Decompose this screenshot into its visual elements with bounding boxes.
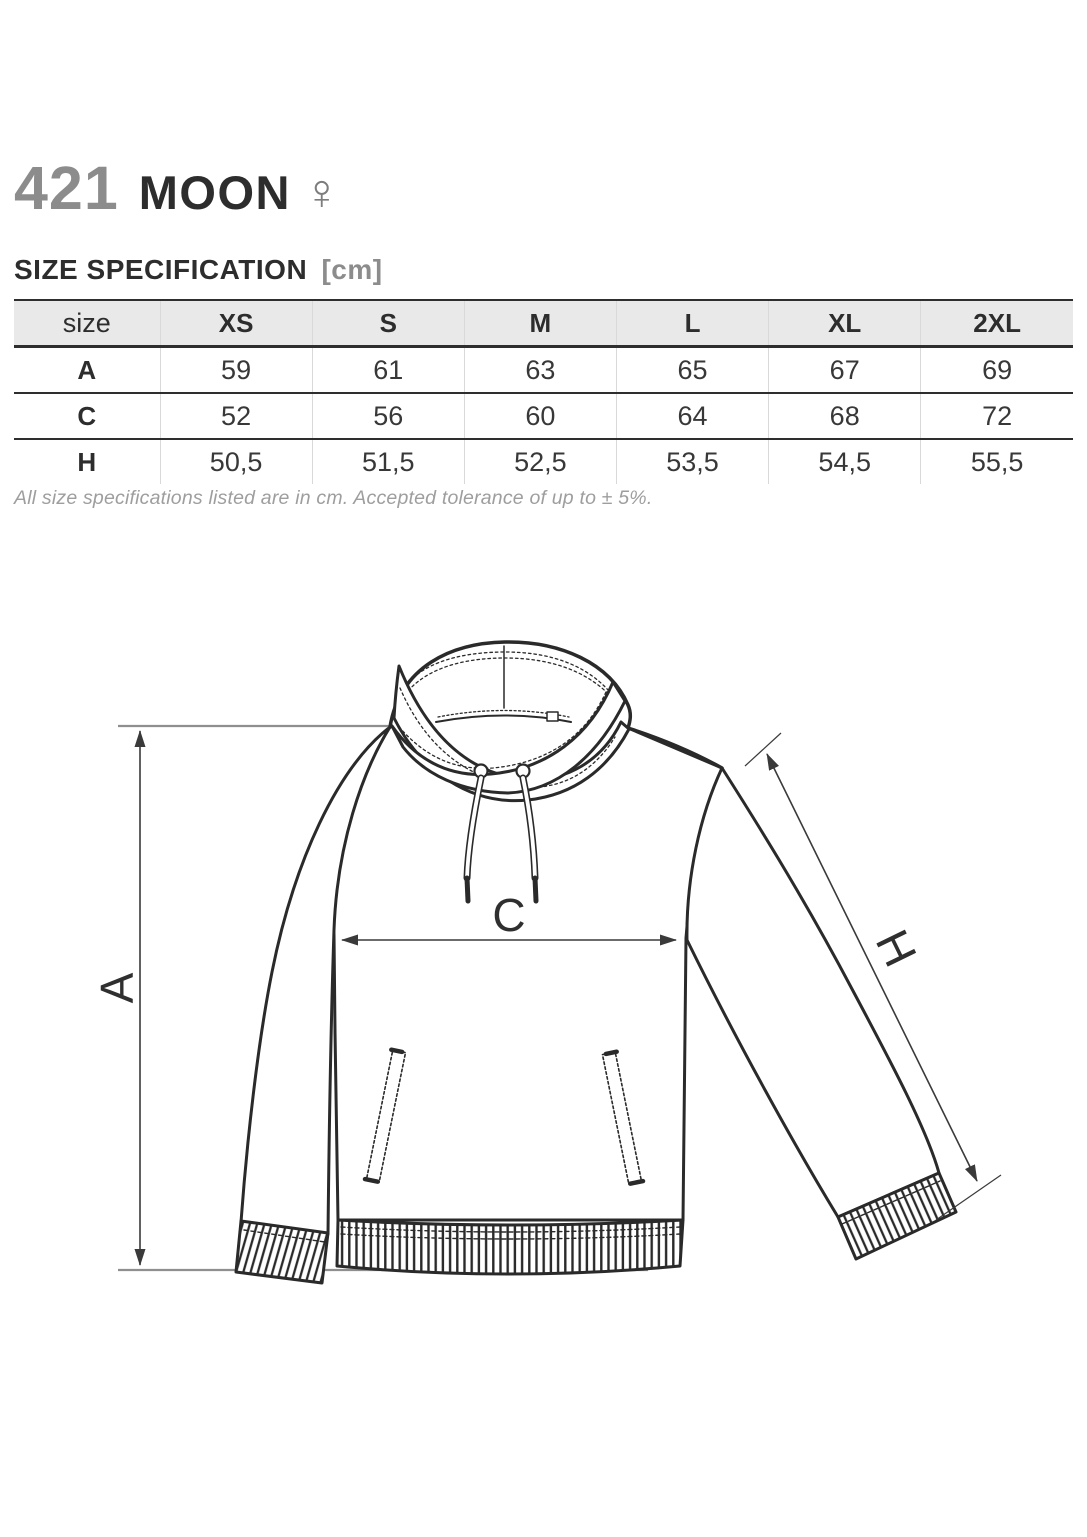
label-length-a: A: [91, 972, 143, 1004]
section-title: [14, 254, 383, 286]
cell-c-l: 64: [616, 393, 768, 439]
cell-c-xl: 68: [769, 393, 921, 439]
cell-h-2xl: 55,5: [921, 439, 1073, 484]
cell-h-l: 53,5: [616, 439, 768, 484]
left-aglet: [467, 878, 468, 901]
size-table: [14, 299, 1073, 484]
right-aglet: [535, 878, 536, 901]
product-header: [14, 154, 341, 222]
label-chest-c: C: [492, 889, 526, 941]
table-row-c: [14, 393, 1073, 439]
cell-h-m: 52,5: [464, 439, 616, 484]
h-extension-top: [745, 733, 781, 766]
cell-a-xl: 67: [769, 347, 921, 394]
column-header-xl: XL: [769, 300, 921, 347]
garment: [236, 642, 956, 1283]
row-label-a: A: [77, 354, 97, 385]
size-table-header-row: [14, 300, 1073, 347]
table-row-h: [14, 439, 1073, 484]
female-symbol-icon: ♀: [303, 164, 341, 220]
cell-a-l: 65: [616, 347, 768, 394]
cell-a-s: 61: [312, 347, 464, 394]
label-sleeve-h: H: [865, 921, 928, 975]
cell-c-xs: 52: [160, 393, 312, 439]
neck-tag: [547, 712, 558, 721]
cell-h-s: 51,5: [312, 439, 464, 484]
table-row-a: [14, 347, 1073, 394]
product-code: 421: [14, 154, 119, 222]
row-label-c: C: [77, 400, 97, 431]
hoodie-technical-drawing: [0, 560, 1087, 1330]
column-header-2xl: 2XL: [921, 300, 1073, 347]
section-unit: [cm]: [321, 254, 383, 285]
row-label-h: H: [77, 446, 97, 477]
tolerance-footnote: All size specifications listed are in cm. Accepted tolerance of up to ± 5%.: [14, 487, 653, 509]
cell-c-m: 60: [464, 393, 616, 439]
cell-c-2xl: 72: [921, 393, 1073, 439]
left-cuff: [236, 1221, 328, 1283]
column-header-size: size: [62, 307, 111, 338]
cell-a-xs: 59: [160, 347, 312, 394]
column-header-l: L: [616, 300, 768, 347]
cell-h-xs: 50,5: [160, 439, 312, 484]
product-name: MOON: [138, 166, 291, 219]
ribbed-hem: [337, 1220, 683, 1274]
cell-a-m: 63: [464, 347, 616, 394]
column-header-s: S: [312, 300, 464, 347]
right-sleeve: [687, 768, 939, 1217]
column-header-m: M: [464, 300, 616, 347]
cell-a-2xl: 69: [921, 347, 1073, 394]
cell-h-xl: 54,5: [769, 439, 921, 484]
cell-c-s: 56: [312, 393, 464, 439]
section-title-text: SIZE SPECIFICATION: [14, 254, 308, 285]
column-header-xs: XS: [160, 300, 312, 347]
